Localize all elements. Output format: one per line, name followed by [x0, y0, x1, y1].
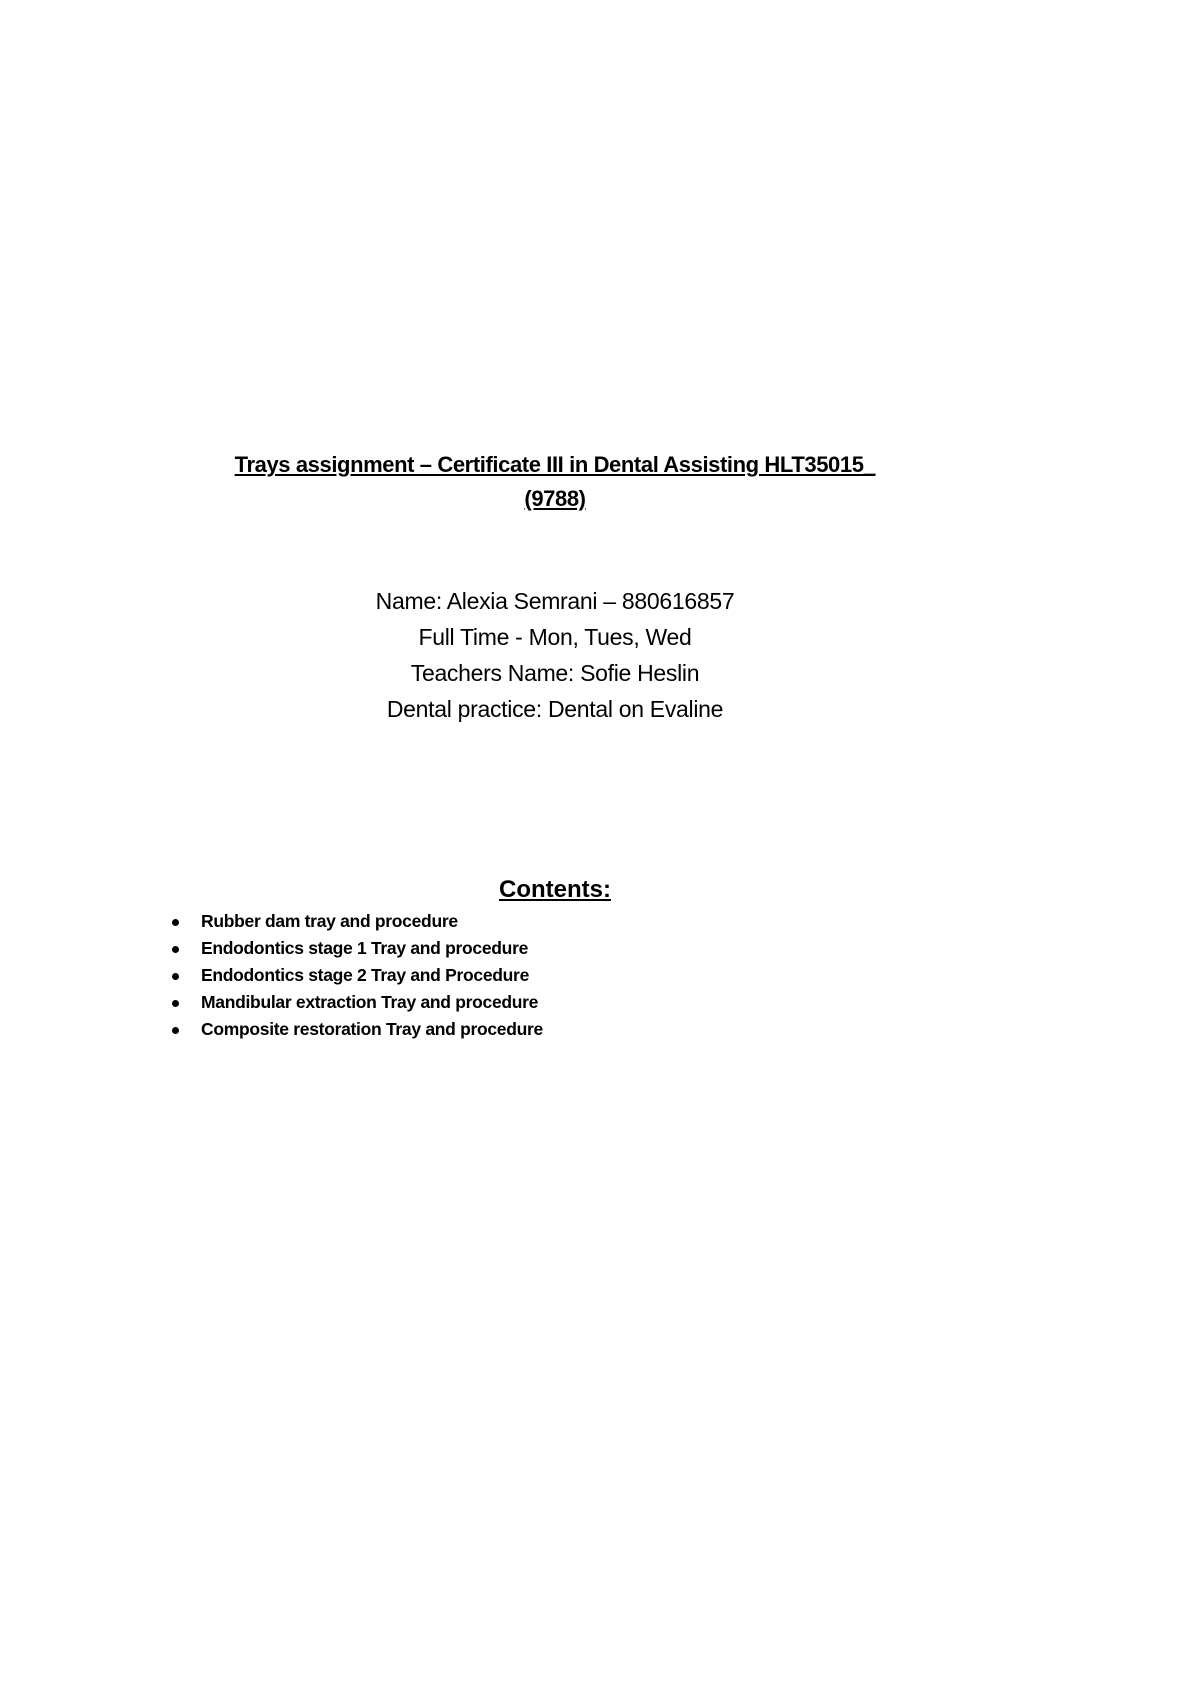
teacher-name: Teachers Name: Sofie Heslin: [410, 660, 700, 686]
dental-practice: Dental practice: Dental on Evaline: [386, 696, 724, 722]
student-info: [160, 583, 950, 727]
title-line-1: Trays assignment – Certificate III in Dental Assisting HLT35015_: [234, 452, 876, 477]
bullet-icon: [172, 946, 179, 953]
list-item-label: Mandibular extraction Tray and procedure: [201, 992, 539, 1012]
bullet-icon: [172, 973, 179, 980]
list-item-label: Composite restoration Tray and procedure: [201, 1019, 543, 1039]
bullet-icon: [172, 1000, 179, 1007]
contents-list: [168, 908, 543, 1043]
list-item-label: Endodontics stage 2 Tray and Procedure: [201, 965, 529, 985]
contents-heading: Contents:: [499, 876, 611, 903]
bullet-icon: [172, 919, 179, 926]
document-title: [160, 448, 950, 516]
list-item: [168, 935, 543, 962]
study-schedule: Full Time - Mon, Tues, Wed: [418, 624, 692, 650]
bullet-icon: [172, 1027, 179, 1034]
list-item: [168, 1016, 543, 1043]
student-name: Name: Alexia Semrani – 880616857: [375, 588, 735, 614]
list-item: [168, 908, 543, 935]
list-item-label: Rubber dam tray and procedure: [201, 911, 458, 931]
title-line-2: (9788): [524, 486, 586, 511]
list-item: [168, 962, 543, 989]
list-item: [168, 989, 543, 1016]
list-item-label: Endodontics stage 1 Tray and procedure: [201, 938, 529, 958]
